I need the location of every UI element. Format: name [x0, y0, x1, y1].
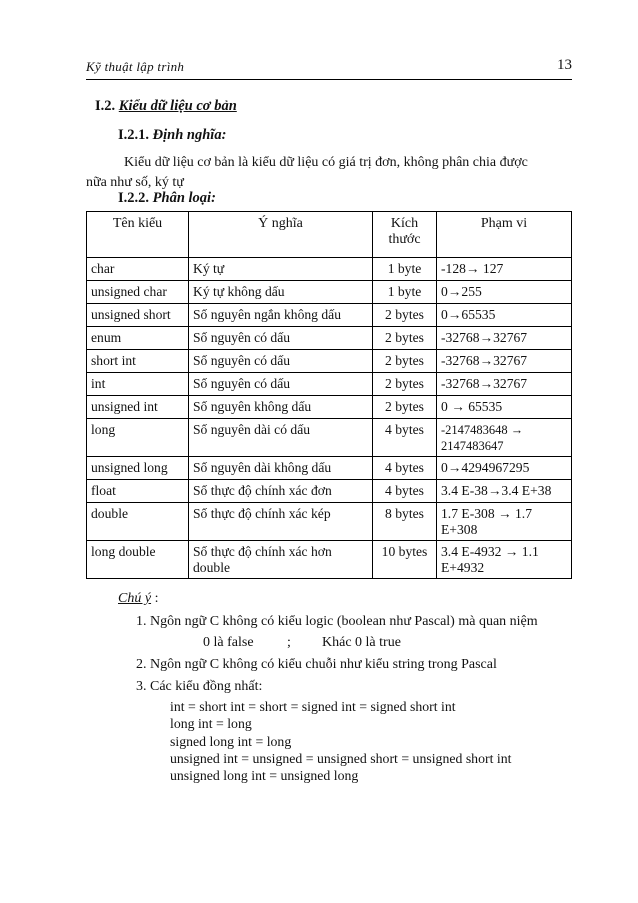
type-meaning: Số thực độ chính xác hơn double	[189, 541, 373, 579]
table-row	[87, 350, 572, 373]
table-row	[87, 480, 572, 503]
type-name: unsigned short	[87, 304, 189, 327]
definition-line-1: Kiểu dữ liệu cơ bản là kiểu dữ liệu có giá trị đơn, không phân chia được	[124, 155, 528, 170]
section-number: I.2.	[95, 98, 116, 114]
type-range: 3.4 E-38→3.4 E+38	[437, 480, 572, 503]
header-title: Kỹ thuật lập trình	[86, 59, 185, 74]
table-row	[87, 419, 572, 457]
header-size: Kích thước	[373, 212, 437, 258]
type-range: 0→255	[437, 281, 572, 304]
type-meaning: Số nguyên không dấu	[189, 396, 373, 419]
type-name: enum	[87, 327, 189, 350]
type-range: -32768→32767	[437, 327, 572, 350]
page-number: 13	[557, 57, 572, 73]
note-item-3: 3. Các kiểu đồng nhất:	[136, 679, 263, 694]
definition-line-2: nữa như số, ký tự	[86, 175, 184, 190]
table-row	[87, 541, 572, 579]
type-range: 0 → 65535	[437, 396, 572, 419]
note-heading	[118, 591, 158, 607]
type-range: -128→ 127	[437, 258, 572, 281]
type-name: int	[87, 373, 189, 396]
table-header-row	[87, 212, 572, 258]
type-meaning: Số nguyên có dấu	[189, 327, 373, 350]
table-row	[87, 281, 572, 304]
definition-heading	[118, 127, 226, 144]
type-range: 1.7 E-308 → 1.7 E+308	[437, 503, 572, 541]
type-size: 10 bytes	[373, 541, 437, 579]
header-rule	[86, 79, 572, 80]
type-meaning: Số thực độ chính xác đơn	[189, 480, 373, 503]
type-size: 8 bytes	[373, 503, 437, 541]
classification-title: Phân loại:	[152, 190, 216, 206]
definition-title: Định nghĩa:	[152, 127, 227, 143]
type-meaning: Ký tự không dấu	[189, 281, 373, 304]
type-size: 2 bytes	[373, 373, 437, 396]
equivalence-line: unsigned int = unsigned = unsigned short = unsigned short int	[170, 751, 512, 766]
type-size: 2 bytes	[373, 396, 437, 419]
type-range: -32768→32767	[437, 350, 572, 373]
type-size: 1 byte	[373, 281, 437, 304]
type-name: unsigned long	[87, 457, 189, 480]
table-row	[87, 503, 572, 541]
type-meaning: Số nguyên có dấu	[189, 373, 373, 396]
type-name: char	[87, 258, 189, 281]
type-meaning: Số nguyên ngắn không dấu	[189, 304, 373, 327]
note-item-1-separator: ;	[287, 635, 291, 650]
type-size: 2 bytes	[373, 327, 437, 350]
table-row	[87, 304, 572, 327]
classification-number: I.2.2.	[118, 190, 150, 206]
type-size: 2 bytes	[373, 304, 437, 327]
definition-number: I.2.1.	[118, 127, 150, 143]
equivalence-line: long int = long	[170, 716, 252, 731]
type-meaning: Số nguyên dài không dấu	[189, 457, 373, 480]
type-name: short int	[87, 350, 189, 373]
definition-text	[86, 153, 586, 193]
type-name: long	[87, 419, 189, 457]
type-meaning: Số nguyên có dấu	[189, 350, 373, 373]
header-type-name: Tên kiểu	[87, 212, 189, 258]
table-row	[87, 457, 572, 480]
type-range: 0→4294967295	[437, 457, 572, 480]
type-size: 2 bytes	[373, 350, 437, 373]
type-size: 1 byte	[373, 258, 437, 281]
type-range: -32768→32767	[437, 373, 572, 396]
section-title: Kiểu dữ liệu cơ bản	[118, 98, 237, 114]
equivalence-line: int = short int = short = signed int = signed short int	[170, 699, 456, 714]
table-row	[87, 396, 572, 419]
type-range: 3.4 E-4932 → 1.1 E+4932	[437, 541, 572, 579]
note-label: Chú ý	[118, 591, 152, 606]
table-row	[87, 327, 572, 350]
note-item-2: 2. Ngôn ngữ C không có kiểu chuỗi như kiểu string trong Pascal	[136, 657, 497, 672]
table-row	[87, 373, 572, 396]
note-item-1-true: Khác 0 là true	[322, 635, 401, 650]
type-name: long double	[87, 541, 189, 579]
type-meaning: Số thực độ chính xác kép	[189, 503, 373, 541]
type-name: unsigned char	[87, 281, 189, 304]
note-item-1-false: 0 là false	[203, 635, 254, 650]
type-name: double	[87, 503, 189, 541]
type-name: float	[87, 480, 189, 503]
data-types-table	[86, 211, 572, 579]
type-size: 4 bytes	[373, 480, 437, 503]
section-heading	[95, 98, 237, 115]
note-item-1: 1. Ngôn ngữ C không có kiểu logic (boolean như Pascal) mà quan niệm	[136, 614, 538, 629]
equivalence-line: signed long int = long	[170, 734, 292, 749]
type-meaning: Số nguyên dài có dấu	[189, 419, 373, 457]
table-row	[87, 258, 572, 281]
type-range: 0→65535	[437, 304, 572, 327]
page-header	[86, 57, 572, 81]
note-colon: :	[151, 591, 159, 606]
equivalence-line: unsigned long int = unsigned long	[170, 768, 359, 783]
type-range: -2147483648 → 2147483647	[437, 419, 572, 457]
header-meaning: Ý nghĩa	[189, 212, 373, 258]
type-size: 4 bytes	[373, 419, 437, 457]
classification-heading	[118, 190, 216, 207]
type-name: unsigned int	[87, 396, 189, 419]
type-meaning: Ký tự	[189, 258, 373, 281]
header-range: Phạm vi	[437, 212, 572, 258]
type-size: 4 bytes	[373, 457, 437, 480]
